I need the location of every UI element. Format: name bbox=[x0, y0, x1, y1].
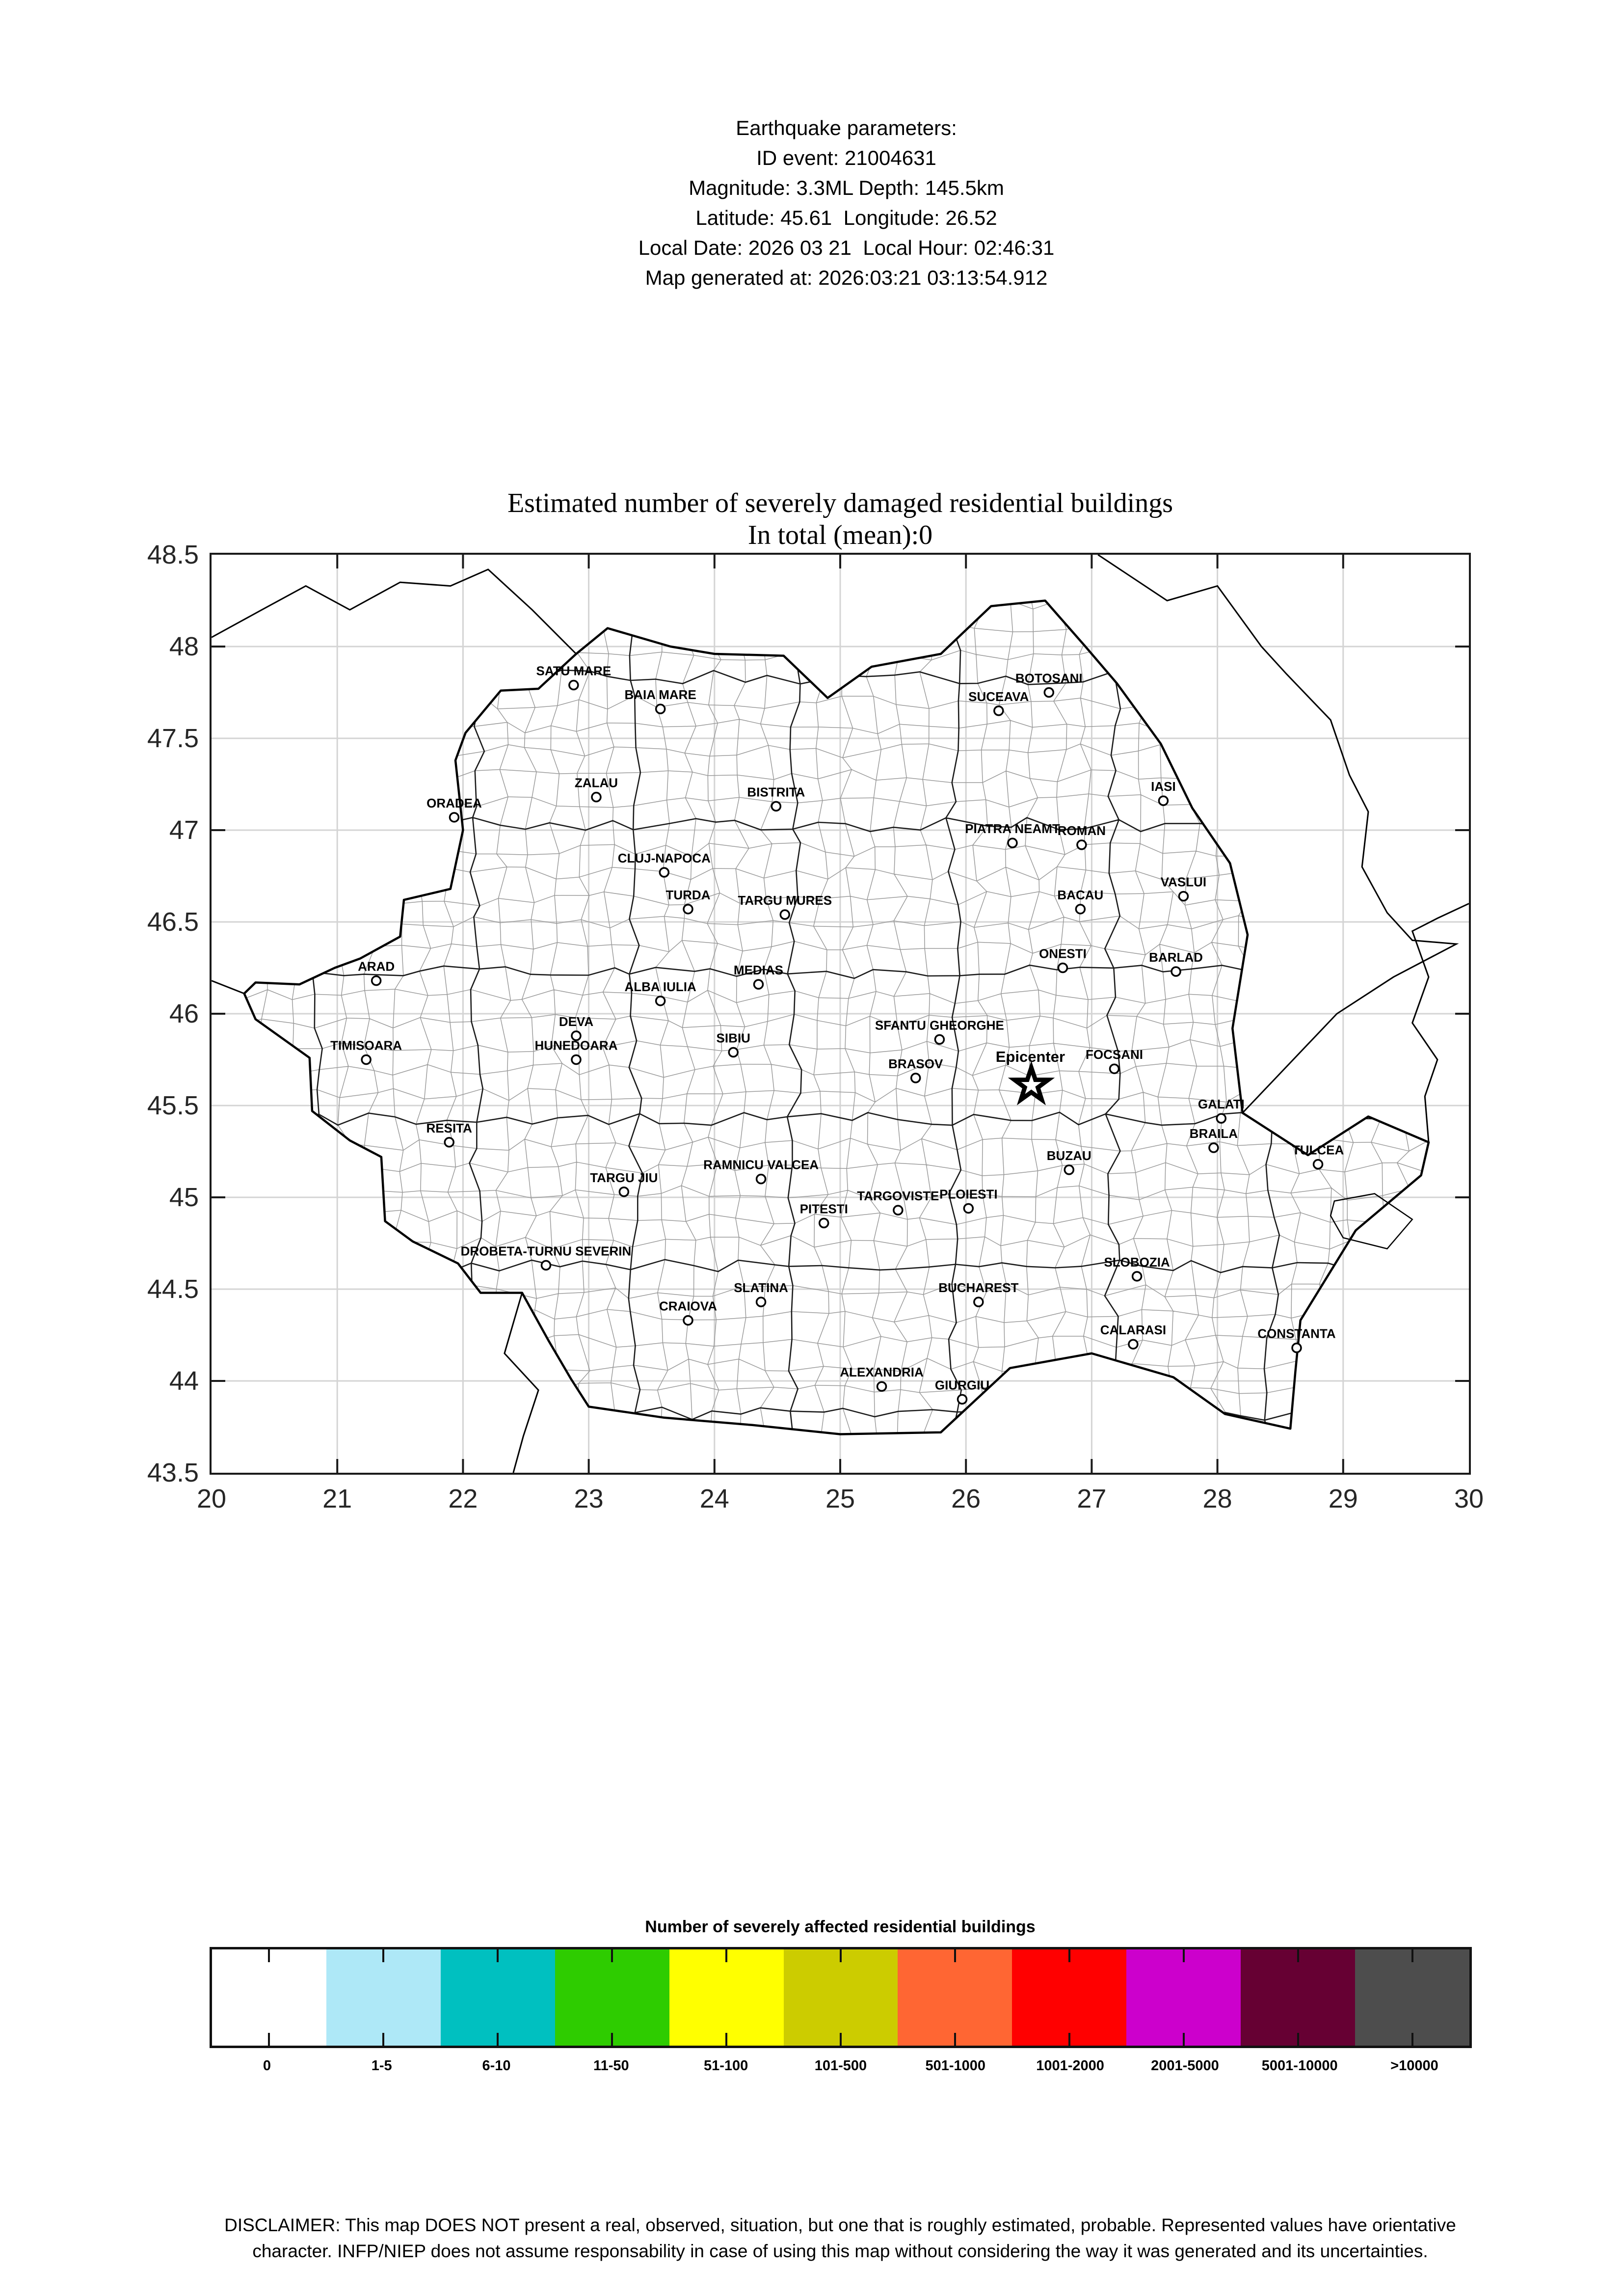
city-marker-icon bbox=[1292, 1344, 1301, 1352]
y-tick-label-45.5: 45.5 bbox=[147, 1091, 199, 1120]
map-title-line1: Estimated number of severely damaged residential buildings bbox=[507, 488, 1173, 518]
city-label: ZALAU bbox=[574, 775, 618, 790]
city-label: HUNEDOARA bbox=[534, 1038, 618, 1053]
epicenter-label: Epicenter bbox=[995, 1048, 1065, 1065]
city-label: BUCHAREST bbox=[938, 1280, 1019, 1296]
legend-colorbar bbox=[210, 1947, 1472, 2048]
disclaimer-text: DISCLAIMER: This map DOES NOT present a real, observed, situation, but one that is roughly estimated, probable. Represented values have orientative character. INFP/NIEP does not assume responsability in case of using this map without considering the way it was generated and its uncertainties. bbox=[224, 2215, 1456, 2261]
romania-map-svg bbox=[212, 555, 1469, 1473]
city-label: RESITA bbox=[426, 1120, 472, 1135]
city-marker-icon bbox=[1076, 905, 1085, 914]
city-marker-icon bbox=[1217, 1114, 1225, 1123]
city-marker-icon bbox=[684, 1316, 692, 1325]
city-marker-icon bbox=[362, 1055, 371, 1064]
x-tick-label-25: 25 bbox=[825, 1484, 855, 1513]
city-label: CALARASI bbox=[1100, 1323, 1167, 1338]
city-label: BAIA MARE bbox=[624, 687, 696, 702]
neighbor-border-4 bbox=[212, 981, 244, 994]
city-marker-icon bbox=[958, 1395, 967, 1404]
header-line-2: Magnitude: 3.3ML Depth: 145.5km bbox=[689, 176, 1004, 199]
header-line-5: Map generated at: 2026:03:21 03:13:54.912 bbox=[645, 266, 1048, 289]
city-label: SLATINA bbox=[734, 1280, 788, 1296]
city-label: ALEXANDRIA bbox=[840, 1365, 924, 1380]
city-marker-icon bbox=[684, 905, 692, 914]
city-label: TIMISOARA bbox=[330, 1038, 402, 1053]
city-marker-icon bbox=[757, 1175, 766, 1184]
city-marker-icon bbox=[935, 1035, 944, 1044]
city-marker-icon bbox=[656, 997, 665, 1005]
header-line-3: Latitude: 45.61 Longitude: 26.52 bbox=[695, 206, 997, 229]
legend-label-0: 0 bbox=[263, 2058, 271, 2074]
city-label: BRAILA bbox=[1189, 1126, 1238, 1141]
x-tick-label-23: 23 bbox=[574, 1484, 604, 1513]
legend-color-cell-101-500 bbox=[784, 1949, 898, 2046]
city-label: ROMAN bbox=[1057, 823, 1106, 838]
y-tick-label-47: 47 bbox=[169, 815, 199, 845]
legend-color-cell-11-50 bbox=[555, 1949, 669, 2046]
city-marker-icon bbox=[1044, 688, 1053, 697]
city-label: DEVA bbox=[559, 1014, 594, 1029]
city-label: BUZAU bbox=[1046, 1148, 1091, 1163]
city-label: MEDIAS bbox=[733, 963, 784, 978]
city-label: CRAIOVA bbox=[659, 1298, 717, 1314]
map-title-line2: In total (mean):0 bbox=[747, 520, 933, 550]
x-tick-label-28: 28 bbox=[1202, 1484, 1232, 1513]
legend-color-cell-501-1000 bbox=[898, 1949, 1012, 2046]
city-marker-icon bbox=[1171, 967, 1180, 976]
legend-color-cell->10000 bbox=[1355, 1949, 1469, 2046]
city-label: BISTRITA bbox=[747, 784, 805, 800]
city-marker-icon bbox=[757, 1297, 766, 1306]
city-label: ORADEA bbox=[426, 795, 482, 810]
earthquake-parameters-block bbox=[70, 113, 1623, 293]
city-marker-icon bbox=[729, 1048, 738, 1057]
city-label: PIATRA NEAMT bbox=[965, 821, 1060, 837]
city-marker-icon bbox=[1110, 1064, 1119, 1073]
city-label: ALBA IULIA bbox=[624, 979, 696, 994]
legend-label-1001-2000: 1001-2000 bbox=[1036, 2058, 1104, 2074]
city-label: ONESTI bbox=[1039, 946, 1087, 961]
x-tick-label-21: 21 bbox=[322, 1484, 352, 1513]
x-tick-label-29: 29 bbox=[1328, 1484, 1358, 1513]
city-marker-icon bbox=[619, 1188, 628, 1196]
y-tick-label-46: 46 bbox=[169, 999, 199, 1028]
neighbor-border-3 bbox=[505, 1293, 538, 1473]
city-marker-icon bbox=[592, 793, 601, 802]
neighbor-border-1 bbox=[1098, 555, 1456, 1113]
city-label: PITESTI bbox=[799, 1201, 848, 1216]
x-tick-label-20: 20 bbox=[196, 1484, 227, 1513]
city-marker-icon bbox=[541, 1261, 550, 1270]
epicenter-star-icon bbox=[1014, 1068, 1048, 1100]
x-tick-label-30: 30 bbox=[1454, 1484, 1484, 1513]
city-label: TARGU JIU bbox=[590, 1170, 658, 1185]
city-marker-icon bbox=[964, 1204, 973, 1213]
header-line-0: Earthquake parameters: bbox=[736, 116, 957, 139]
city-label: SLOBOZIA bbox=[1104, 1254, 1170, 1270]
legend-label-2001-5000: 2001-5000 bbox=[1151, 2058, 1219, 2074]
y-tick-label-44: 44 bbox=[169, 1366, 199, 1396]
city-label: BARLAD bbox=[1149, 949, 1203, 965]
city-marker-icon bbox=[1133, 1272, 1142, 1281]
city-marker-icon bbox=[911, 1074, 920, 1082]
city-label: DROBETA-TURNU SEVERIN bbox=[460, 1243, 632, 1259]
city-marker-icon bbox=[656, 704, 665, 713]
x-tick-label-27: 27 bbox=[1077, 1484, 1107, 1513]
city-label: TARGU MURES bbox=[738, 893, 832, 908]
city-label: IASI bbox=[1151, 779, 1176, 794]
legend-label-51-100: 51-100 bbox=[704, 2058, 748, 2074]
city-label: BRASOV bbox=[888, 1056, 943, 1071]
legend-label-11-50: 11-50 bbox=[593, 2058, 629, 2074]
city-label: SFANTU GHEORGHE bbox=[875, 1018, 1004, 1033]
city-marker-icon bbox=[1129, 1340, 1138, 1349]
legend-title: Number of severely affected residential buildings bbox=[645, 1918, 1036, 1936]
city-marker-icon bbox=[1314, 1160, 1323, 1169]
x-tick-label-22: 22 bbox=[448, 1484, 478, 1513]
city-label: SIBIU bbox=[716, 1030, 750, 1046]
legend-class-labels bbox=[210, 2058, 1472, 2074]
city-label: TURDA bbox=[665, 887, 711, 902]
legend-label-6-10: 6-10 bbox=[482, 2058, 511, 2074]
city-marker-icon bbox=[1064, 1165, 1073, 1174]
city-marker-icon bbox=[974, 1297, 983, 1306]
city-marker-icon bbox=[1159, 796, 1168, 805]
city-marker-icon bbox=[372, 976, 381, 985]
city-label: VASLUI bbox=[1160, 874, 1207, 890]
neighbor-border-2 bbox=[1412, 904, 1469, 1142]
legend-color-cell-6-10 bbox=[441, 1949, 555, 2046]
city-label: GIURGIU bbox=[934, 1378, 990, 1393]
city-marker-icon bbox=[780, 910, 789, 919]
legend-color-cell-0 bbox=[212, 1949, 326, 2046]
legend-label-101-500: 101-500 bbox=[814, 2058, 867, 2074]
city-label: CONSTANTA bbox=[1257, 1326, 1336, 1341]
map-title bbox=[212, 487, 1469, 551]
city-label: ARAD bbox=[358, 959, 395, 974]
city-marker-icon bbox=[569, 681, 578, 690]
y-tick-label-43.5: 43.5 bbox=[147, 1458, 199, 1487]
city-label: BOTOSANI bbox=[1015, 671, 1083, 686]
x-tick-label-24: 24 bbox=[699, 1484, 729, 1513]
city-label: GALATI bbox=[1197, 1097, 1245, 1112]
city-marker-icon bbox=[820, 1218, 828, 1227]
city-label: TARGOVISTE bbox=[857, 1189, 939, 1204]
neighbor-border-0 bbox=[212, 569, 576, 654]
legend-label-501-1000: 501-1000 bbox=[925, 2058, 986, 2074]
city-marker-icon bbox=[1209, 1143, 1218, 1152]
legend-color-cell-51-100 bbox=[669, 1949, 784, 2046]
header-line-1: ID event: 21004631 bbox=[756, 146, 936, 169]
y-tick-label-46.5: 46.5 bbox=[147, 907, 199, 937]
city-marker-icon bbox=[772, 802, 780, 810]
header-line-4: Local Date: 2026 03 21 Local Hour: 02:46:31 bbox=[638, 236, 1055, 259]
y-tick-label-48: 48 bbox=[169, 632, 199, 661]
y-tick-label-45: 45 bbox=[169, 1183, 199, 1212]
y-tick-label-47.5: 47.5 bbox=[147, 724, 199, 753]
city-marker-icon bbox=[450, 813, 458, 822]
city-marker-icon bbox=[445, 1138, 453, 1147]
city-marker-icon bbox=[660, 868, 668, 877]
legend-color-cell-1001-2000 bbox=[1012, 1949, 1126, 2046]
city-marker-icon bbox=[878, 1382, 886, 1391]
city-marker-icon bbox=[1077, 840, 1086, 849]
legend-label->10000: >10000 bbox=[1390, 2058, 1438, 2074]
city-label: BACAU bbox=[1057, 887, 1104, 902]
city-marker-icon bbox=[1058, 964, 1067, 972]
legend-label-5001-10000: 5001-10000 bbox=[1261, 2058, 1338, 2074]
legend-color-cell-5001-10000 bbox=[1241, 1949, 1355, 2046]
city-label: SUCEAVA bbox=[968, 689, 1029, 704]
city-label: FOCSANI bbox=[1086, 1047, 1144, 1062]
city-label: SATU MARE bbox=[536, 663, 612, 678]
legend-color-cell-1-5 bbox=[326, 1949, 441, 2046]
legend-label-1-5: 1-5 bbox=[371, 2058, 392, 2074]
y-tick-label-44.5: 44.5 bbox=[147, 1274, 199, 1304]
city-label: TULCEA bbox=[1292, 1142, 1344, 1158]
city-label: PLOIESTI bbox=[939, 1187, 998, 1202]
city-marker-icon bbox=[1179, 892, 1188, 901]
city-label: RAMNICU VALCEA bbox=[703, 1157, 819, 1172]
city-marker-icon bbox=[572, 1055, 581, 1064]
city-label: CLUJ-NAPOCA bbox=[617, 851, 711, 866]
map-plot-area bbox=[210, 553, 1471, 1475]
y-tick-label-48.5: 48.5 bbox=[147, 540, 199, 569]
x-tick-label-26: 26 bbox=[951, 1484, 981, 1513]
legend-color-cell-2001-5000 bbox=[1126, 1949, 1241, 2046]
city-marker-icon bbox=[754, 980, 763, 989]
city-marker-icon bbox=[1008, 838, 1017, 847]
city-marker-icon bbox=[894, 1206, 903, 1215]
city-marker-icon bbox=[994, 706, 1003, 715]
